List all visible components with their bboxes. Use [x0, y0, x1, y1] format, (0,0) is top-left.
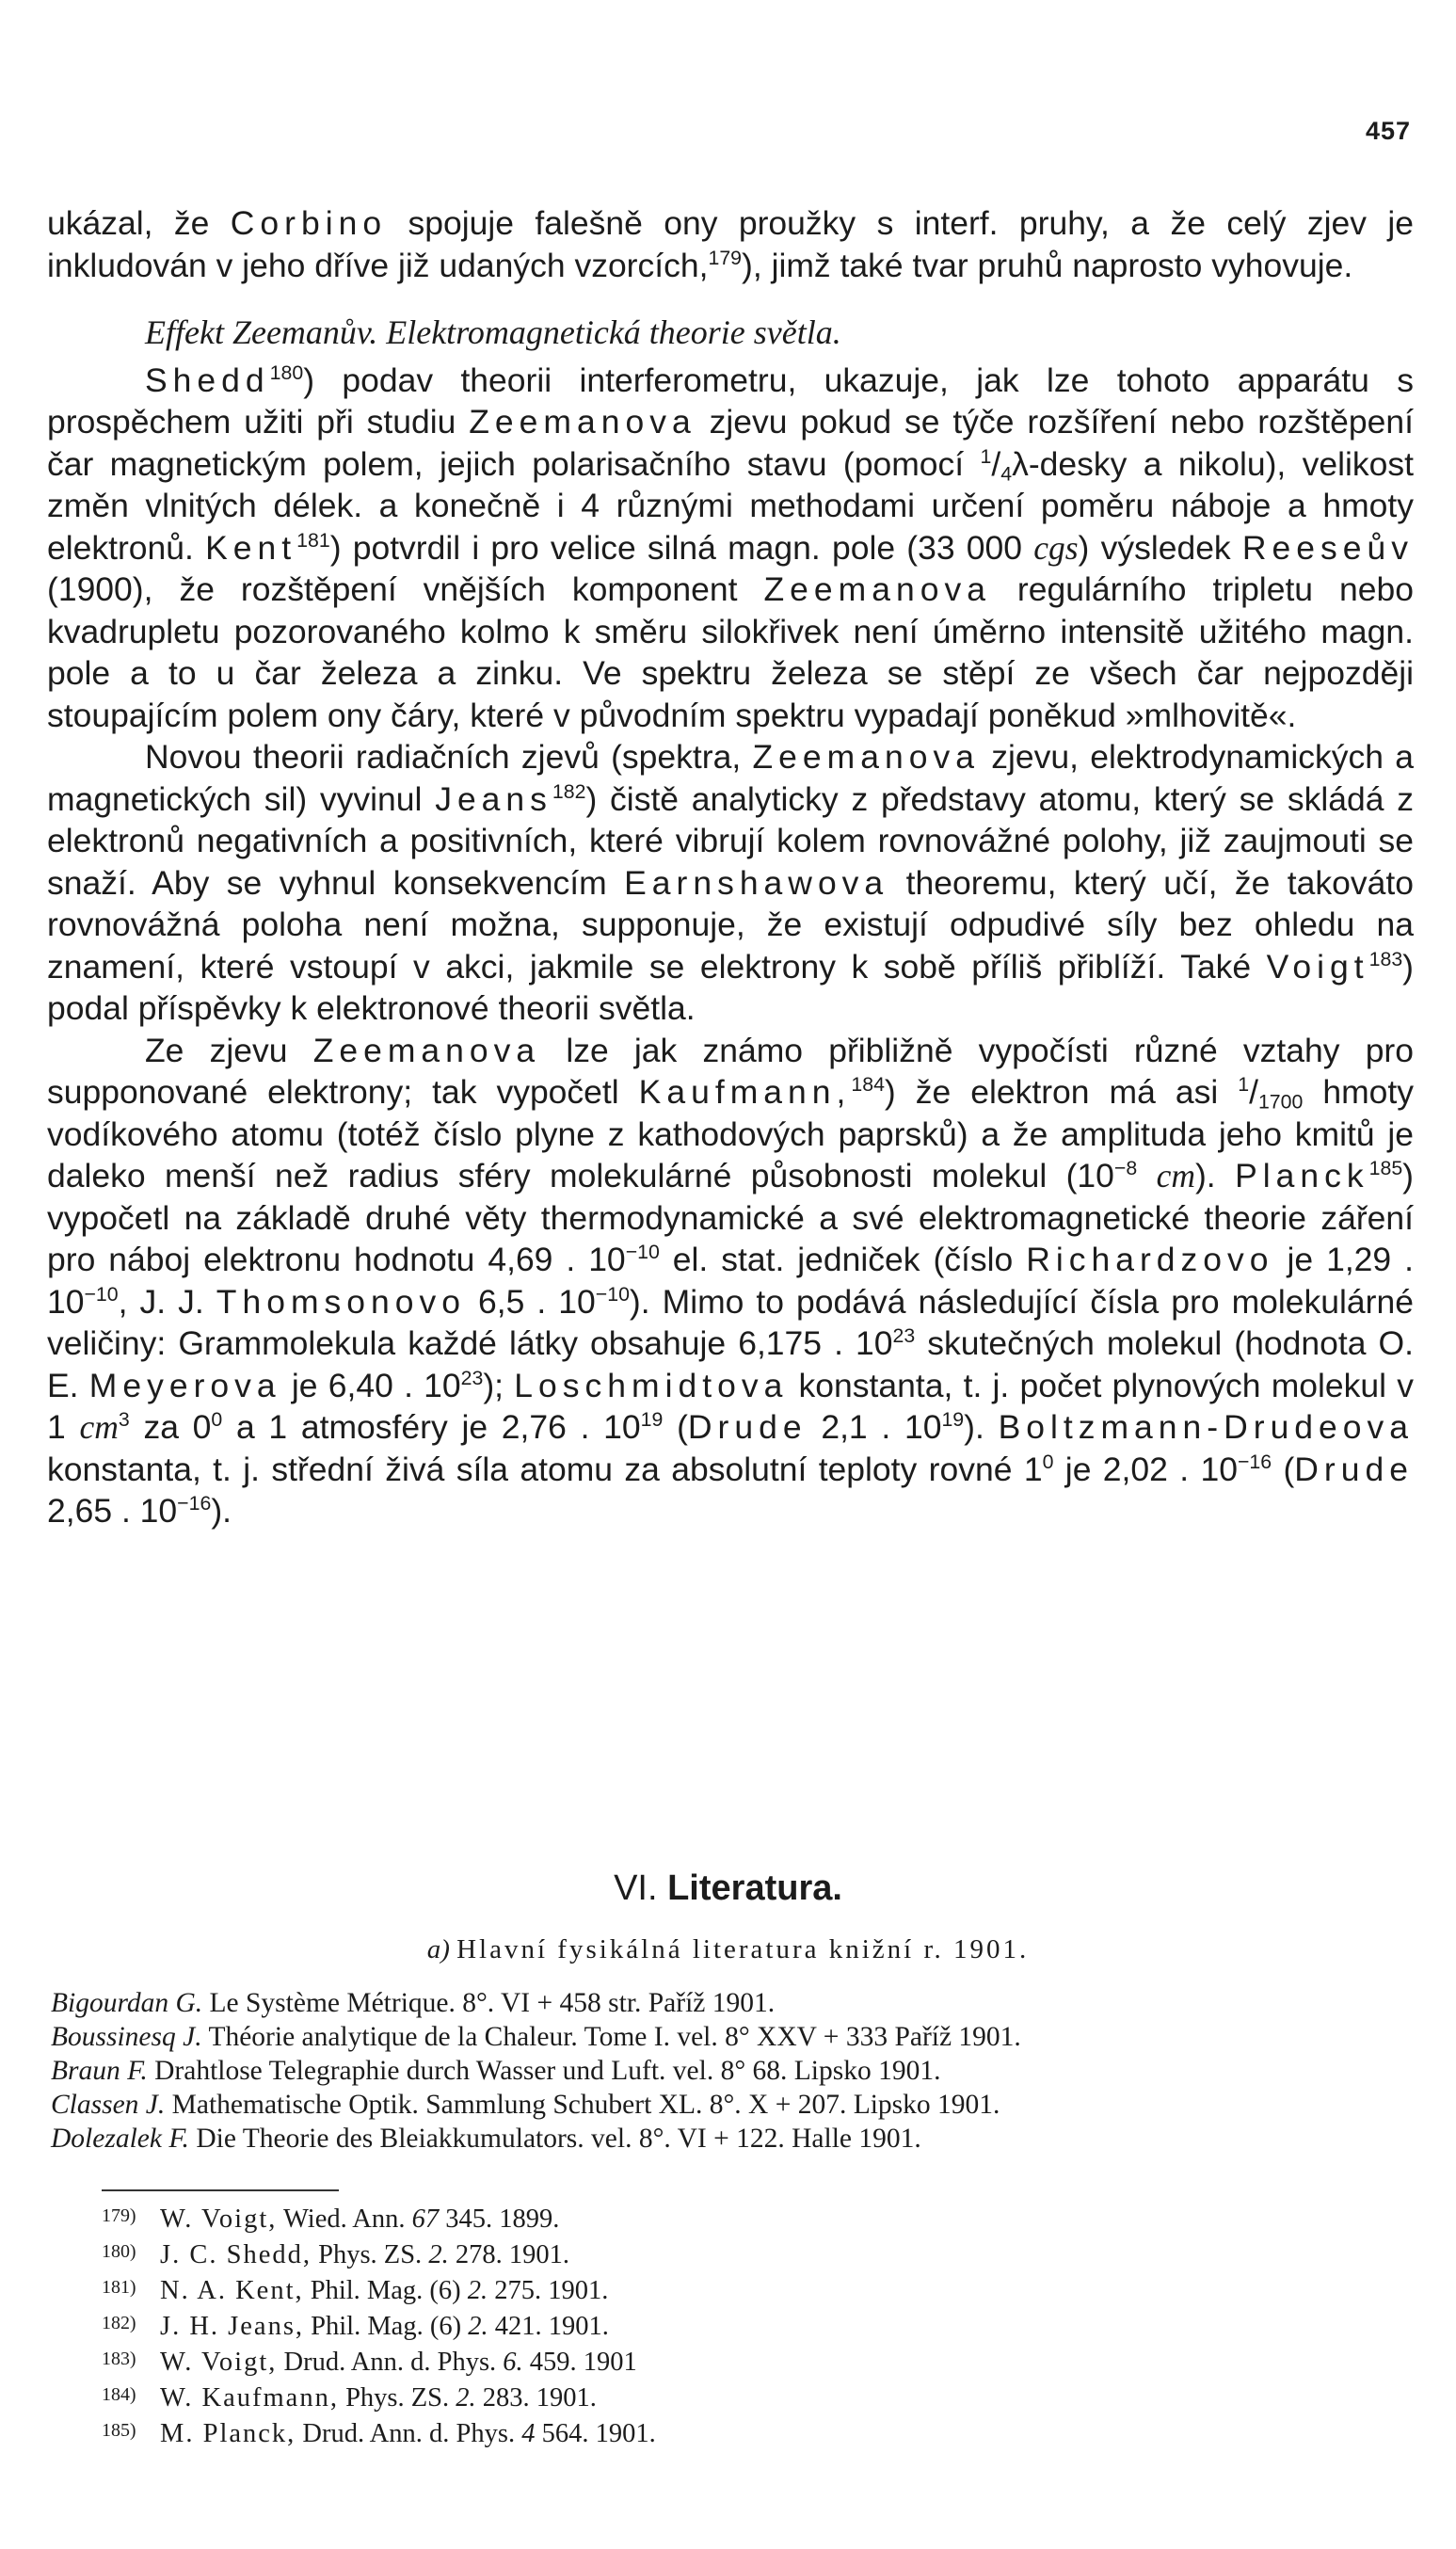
author-name: Zeemanova [763, 570, 991, 608]
text-run: konstanta, t. j. střední živá síla atomu za absolutní teploty rovné 1 [47, 1450, 1043, 1488]
exponent: −16 [177, 1491, 212, 1515]
footnote [102, 2200, 656, 2236]
footnote-source: Phys. ZS. [345, 2382, 450, 2413]
page-number: 457 [1365, 117, 1411, 145]
literature-heading [0, 1868, 1456, 1909]
footnote [102, 2379, 656, 2414]
text-run: ) výsledek [1078, 528, 1242, 567]
text-run: ) potvrdil i pro velice silná magn. pole (33 000 [329, 528, 1034, 567]
fraction-numerator: 1 [1238, 1072, 1250, 1096]
exponent: −10 [625, 1240, 660, 1263]
text-run: lze jak známo přibližně vypočísti různé vztahy pro supponované elektrony; tak vypočetl [47, 1031, 1415, 1111]
author-name: Shedd [145, 361, 270, 399]
footnote-ref: 181 [296, 528, 330, 552]
unit: cm [1156, 1157, 1195, 1194]
text-run: ( [1272, 1450, 1295, 1488]
footnote-pages: 459. 1901 [529, 2347, 637, 2377]
subheading-letter: a) [426, 1934, 450, 1964]
entry-author: Bigourdan G. [51, 1988, 203, 2018]
entry-author: Braun F. [51, 2056, 148, 2086]
footnote-number: 182) [102, 2312, 136, 2333]
text-run: regulárního tripletu nebo kvadrupletu pozorovaného kolmo k směru silokřivek není úměrno intensitě užitého magn. pole a to u čar železa a zinku. Ve spektru železa se stěpí ze všech čar nejpozději stoupajícím polem ony čáry, které v původním spektru vypadají poněkud »mlhovitě«. [47, 570, 1414, 734]
footnote-ref: 185 [1368, 1156, 1403, 1179]
exponent: −10 [595, 1282, 630, 1306]
footnote-pages: 564. 1901. [541, 2418, 656, 2448]
text-run: ). [964, 1408, 999, 1446]
footnote-ref: 179 [708, 246, 743, 269]
footnote-author: N. A. Kent, [160, 2275, 304, 2305]
unit: cm [79, 1408, 119, 1446]
text-run: hmoty vodíkového atomu (totéž číslo plyne z kathodových paprsků) a že amplituda jeho kmitů je daleko menší než radius sféry molekulárné působnosti molekul (10 [47, 1073, 1414, 1194]
footnote-volume: 2. [468, 2311, 488, 2341]
footnote-source: Phil. Mag. (6) [310, 2275, 461, 2305]
author-name: Earnshawova [624, 863, 889, 902]
intro-paragraph [47, 202, 1414, 286]
author-name: Planck [1235, 1157, 1369, 1194]
footnote-divider [102, 2189, 339, 2191]
literature-subheading [0, 1934, 1456, 1965]
text-run: (1900), že rozštěpení vnějších komponent [47, 570, 764, 608]
footnote-source: Wied. Ann. [283, 2204, 406, 2234]
footnote-pages: 275. 1901. [494, 2275, 609, 2305]
main-text [47, 202, 1414, 1532]
footnote-author: W. Voigt, [160, 2347, 278, 2377]
literature-entry [51, 1986, 1416, 2020]
text-run: spojuje falešně ony proužky s interf. pruhy, a že celý zjev je inkludován v jeho dříve již udaných vzorcích, [47, 204, 1415, 284]
footnote [102, 2271, 656, 2307]
footnote-author: W. Voigt, [160, 2204, 278, 2234]
exponent: 0 [211, 1407, 223, 1431]
entry-text: Mathematische Optik. Sammlung Schubert XL. 8°. X + 207. Lipsko 1901. [171, 2090, 1000, 2120]
footnote [102, 2414, 656, 2450]
author-name: Meyerova [88, 1366, 281, 1404]
fraction: $^1/_4$ [980, 444, 1013, 485]
literature-entry [51, 2088, 1416, 2122]
paragraph-jeans [47, 736, 1414, 1030]
text-run: a 1 atmosféry je 2,76 . 10 [222, 1408, 641, 1446]
author-name: Jeans [435, 779, 552, 818]
author-name: Corbino [230, 204, 388, 242]
footnote-ref: 182 [552, 779, 586, 803]
entry-author: Dolezalek F. [51, 2124, 189, 2154]
fraction-denominator: 1700 [1257, 1090, 1304, 1114]
footnote-author: W. Kaufmann, [160, 2382, 339, 2413]
text-run: ) podav theorii interferometru, ukazuje, jak lze tohoto apparátu s prospěchem užiti při studiu [47, 361, 1414, 441]
author-name: Zeemanova [312, 1031, 541, 1069]
exponent: −8 [1113, 1156, 1138, 1179]
author-name: Boltzmann-Drudeova [998, 1408, 1415, 1446]
footnote-number: 184) [102, 2383, 136, 2405]
author-name: Kent [205, 528, 297, 567]
chapter-title: Literatura. [667, 1868, 842, 1908]
section-heading: Effekt Zeemanův. Elektromagnetická theorie světla. [145, 313, 841, 351]
footnote [102, 2343, 656, 2379]
footnotes [102, 2200, 656, 2450]
footnote-source: Phil. Mag. (6) [311, 2311, 462, 2341]
footnote-number: 179) [102, 2205, 136, 2226]
text-run: ( [663, 1408, 688, 1446]
footnote-author: J. C. Shedd, [160, 2239, 312, 2269]
footnote-volume: 4 [521, 2418, 536, 2448]
paragraph-shedd [47, 360, 1414, 737]
text-run: ). Mimo to podává následující čísla pro molekulárné veličiny: Grammolekula každé látky obsahuje 6,175 . 10 [47, 1282, 1414, 1362]
entry-text: Théorie analytique de la Chaleur. Tome I. vel. 8° XXV + 333 Paříž 1901. [208, 2022, 1021, 2052]
footnote-pages: 283. 1901. [482, 2382, 597, 2413]
author-name: Zeemanova [469, 403, 696, 441]
text-run: ), jimž také tvar pruhů naprosto vyhovuje. [742, 246, 1353, 284]
entry-text: Drahtlose Telegraphie durch Wasser und Luft. vel. 8° 68. Lipsko 1901. [154, 2056, 941, 2086]
exponent: −16 [1237, 1450, 1272, 1473]
text-run: je 6,40 . 10 [280, 1366, 461, 1404]
text-run: zjevu, elektrodynamických a magnetických sil) vyvinul [47, 738, 1414, 818]
footnote-number: 183) [102, 2348, 136, 2369]
text-run: 6,5 . 10 [466, 1282, 596, 1321]
exponent: 19 [941, 1407, 965, 1431]
unit: cgs [1033, 528, 1079, 567]
author-name: Loschmidtova [514, 1366, 789, 1404]
footnote-pages: 278. 1901. [455, 2239, 569, 2269]
text-run: el. stat. jedniček (číslo [659, 1241, 1027, 1278]
literature-entry [51, 2020, 1416, 2054]
text-run: Ze zjevu [145, 1031, 313, 1069]
text-run: ukázal, že [47, 204, 231, 242]
author-name: Zeemanova [752, 738, 980, 776]
literature-entry [51, 2122, 1416, 2156]
author-name: Voigt [1266, 947, 1369, 986]
footnote-volume: 2. [456, 2382, 476, 2413]
text-run: skutečných molekul (hodnota O. E. [47, 1324, 1414, 1404]
footnote-number: 180) [102, 2240, 136, 2262]
footnote [102, 2307, 656, 2343]
exponent: 23 [892, 1323, 916, 1347]
footnote-author: J. H. Jeans, [160, 2311, 305, 2341]
footnote-number: 185) [102, 2419, 136, 2441]
text-run: 2,1 . 10 [807, 1408, 942, 1446]
text-run: ) podal příspěvky k elektronové theorii světla. [47, 947, 1414, 1027]
text-run: je 2,02 . 10 [1053, 1450, 1238, 1488]
exponent: 19 [640, 1407, 664, 1431]
text-run: ). [211, 1492, 232, 1530]
paragraph-electrons [47, 1030, 1414, 1532]
text-run: ) čistě analyticky z představy atomu, který se skládá z elektronů negativních a positivních, které vibrují kolem rovnovážné polohy, již zaujmouti se snaží. Aby se vyhnul konsekvencím [47, 779, 1414, 902]
exponent: −10 [84, 1282, 119, 1306]
subheading-title: Hlavní fysikálná literatura knižní r. 1901. [456, 1934, 1030, 1964]
footnote-ref: 184 [851, 1072, 885, 1096]
footnote-source: Phys. ZS. [318, 2239, 423, 2269]
author-name: Drude [687, 1408, 808, 1446]
author-name: Kaufmann, [638, 1073, 852, 1111]
exponent: 3 [118, 1407, 130, 1431]
text-run: Novou theorii radiačních zjevů (spektra, [145, 738, 753, 776]
footnote-author: M. Planck, [160, 2418, 296, 2448]
footnote-source: Drud. Ann. d. Phys. [283, 2347, 497, 2377]
fraction: $^1/_{1700}$ [1238, 1072, 1304, 1114]
footnote-ref: 183 [1368, 947, 1403, 970]
footnote [102, 2236, 656, 2271]
fraction-denominator: 4 [1000, 461, 1013, 485]
author-name: Drude [1294, 1450, 1414, 1488]
footnote-volume: 6. [503, 2347, 523, 2377]
author-name: Richardzovo [1026, 1241, 1274, 1278]
text-run: , J. J. [118, 1282, 216, 1321]
footnote-volume: 2. [467, 2275, 488, 2305]
exponent: 0 [1042, 1450, 1054, 1473]
footnote-source: Drud. Ann. d. Phys. [302, 2418, 516, 2448]
text-run: za 0 [129, 1408, 212, 1446]
text-run: ) že elektron má asi [884, 1073, 1239, 1111]
text-run: ) vypočetl na základě druhé věty thermodynamické a své elektromagnetické theorie záření pro náboj elektronu hodnotu 4,69 . 10 [47, 1157, 1414, 1278]
footnote-pages: 421. 1901. [494, 2311, 609, 2341]
text-run: 2,65 . 10 [47, 1492, 178, 1530]
literature-entry [51, 2054, 1416, 2088]
text-run: je 1,29 . 10 [47, 1241, 1414, 1321]
literature-list [51, 1986, 1416, 2156]
exponent: 23 [460, 1366, 484, 1389]
text-run: ); [483, 1366, 515, 1404]
footnote-volume: 67 [411, 2204, 440, 2234]
text-run: λ-desky a nikolu), velikost změn vlnitých délek. a konečně i 4 různými methodami určení poměru náboje a hmoty elektronů. [47, 444, 1414, 567]
fraction-numerator: 1 [980, 444, 992, 468]
entry-text: Die Theorie des Bleiakkumulators. vel. 8°. VI + 122. Halle 1901. [196, 2124, 921, 2154]
footnote-number: 181) [102, 2276, 136, 2298]
text-run: theoremu, který učí, že takováto rovnovážná poloha není možna, supponuje, že existují odpudivé síly bez ohledu na znamení, které vstoupí v akci, jakmile se elektrony k sobě příliš přiblíží. Také [47, 863, 1414, 986]
text-run: zjevu pokud se týče rozšíření nebo rozštěpení čar magnetickým polem, jejich polarisačního stavu (pomocí [47, 403, 1415, 483]
footnote-ref: 180 [269, 361, 304, 384]
footnote-pages: 345. 1899. [445, 2204, 560, 2234]
entry-author: Classen J. [51, 2090, 166, 2120]
text-run: konstanta, t. j. počet plynových molekul v 1 [47, 1366, 1414, 1446]
text-run: ). [1194, 1157, 1236, 1194]
entry-text: Le Système Métrique. 8°. VI + 458 str. Paříž 1901. [209, 1988, 776, 2018]
entry-author: Boussinesq J. [51, 2022, 202, 2052]
footnote-volume: 2. [428, 2239, 449, 2269]
chapter-number: VI. [614, 1868, 658, 1908]
author-name: Thomsonovo [216, 1282, 467, 1321]
author-name: Reeseův [1241, 528, 1415, 567]
